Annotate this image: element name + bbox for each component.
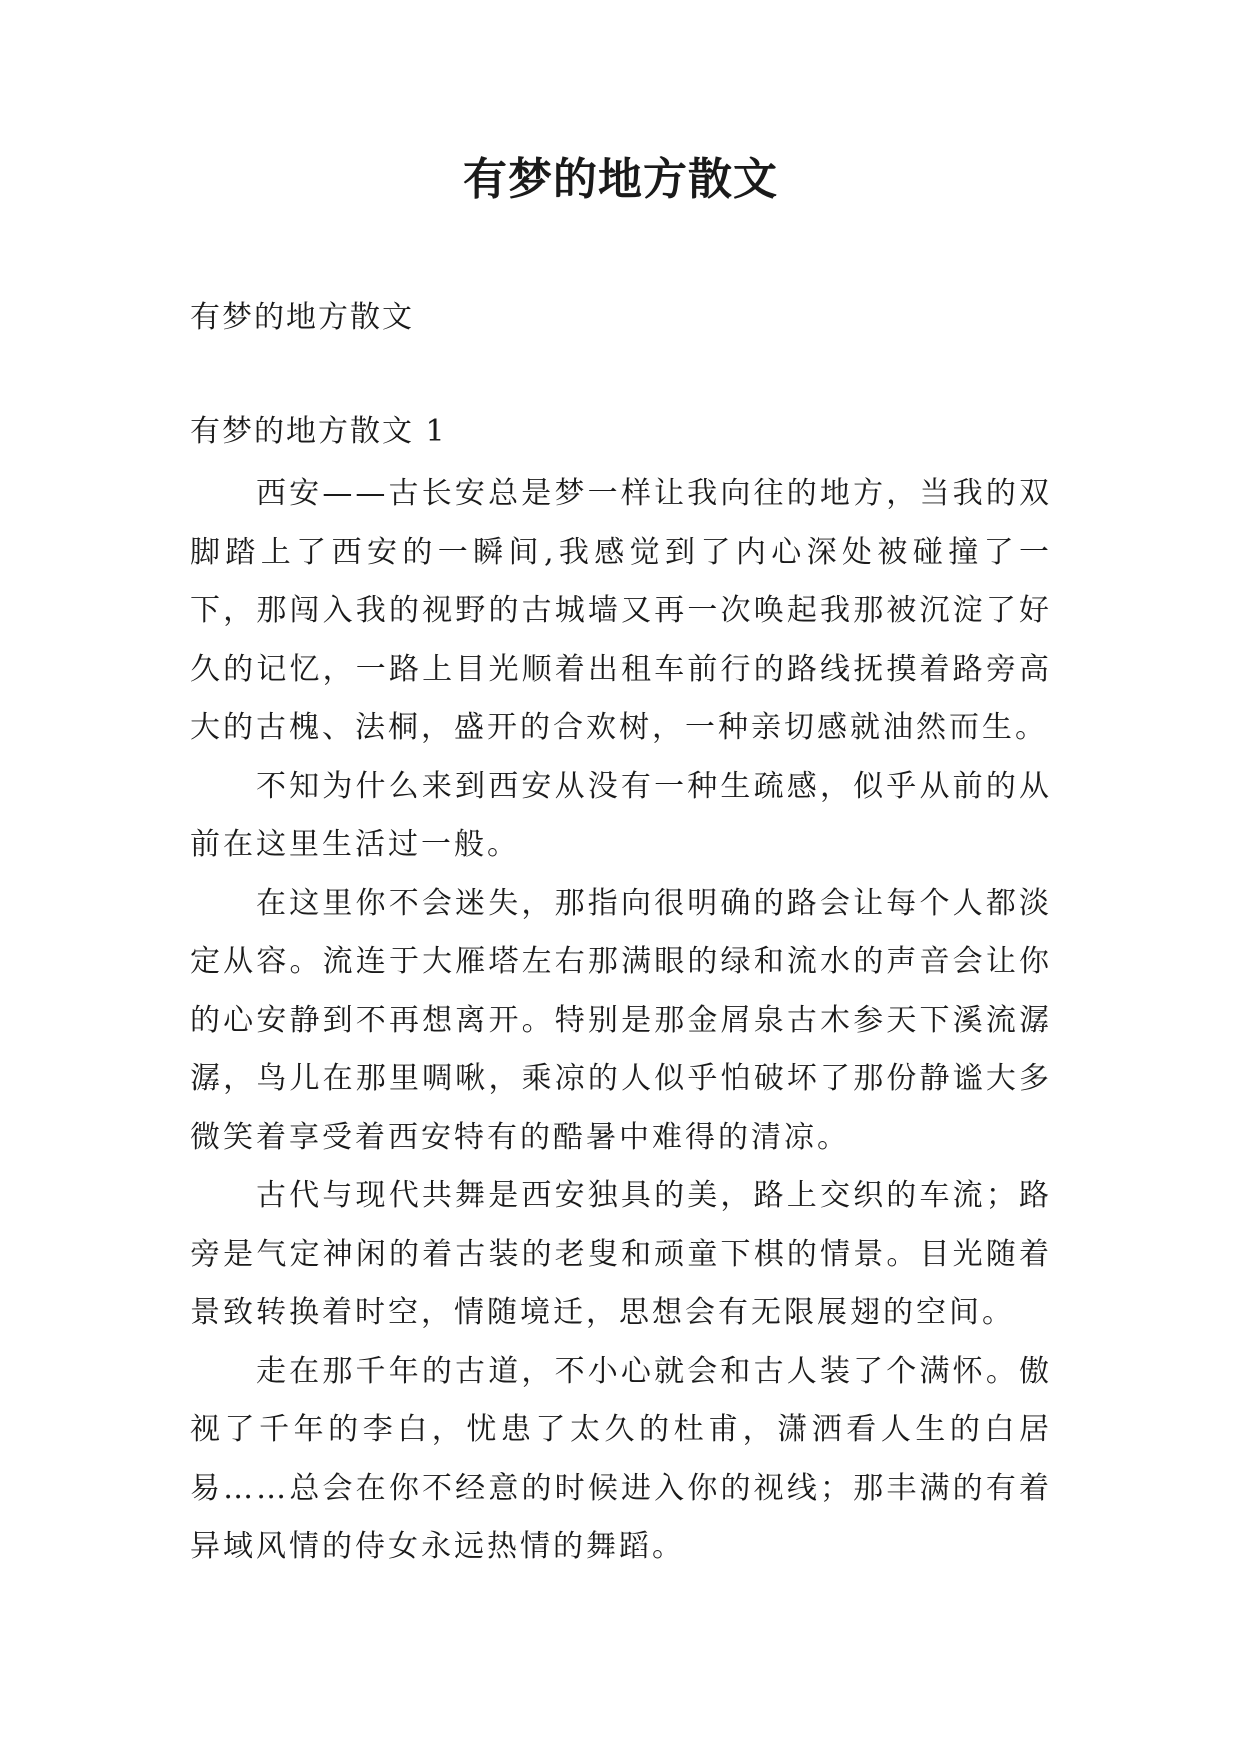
paragraph: 走在那千年的古道，不小心就会和古人装了个满怀。傲视了千年的李白，忧患了太久的杜甫，潇洒看人生的白居易……总会在你不经意的时候进入你的视线；那丰满的有着异域风情的侍女永远热情的舞蹈。	[190, 1353, 1052, 1564]
paragraph: 不知为什么来到西安从没有一种生疏感，似乎从前的从前在这里生活过一般。	[190, 768, 1052, 862]
paragraph: 古代与现代共舞是西安独具的美，路上交织的车流；路旁是气定神闲的着古装的老叟和顽童下棋的情景。目光随着景致转换着时空，情随境迁，思想会有无限展翅的空间。	[190, 1178, 1052, 1330]
paragraph: 在这里你不会迷失，那指向很明确的路会让每个人都淡定从容。流连于大雁塔左右那满眼的绿和流水的声音会让你的心安静到不再想离开。特别是那金屑泉古木参天下溪流潺潺，鸟儿在那里啁啾，乘凉的人似乎怕破坏了那份静谧大多微笑着享受着西安特有的酷暑中难得的清凉。	[190, 885, 1052, 1155]
document-title: 有梦的地方散文	[463, 154, 778, 205]
paragraph: 西安——古长安总是梦一样让我向往的地方，当我的双脚踏上了西安的一瞬间,我感觉到了内心深处被碰撞了一下，那闯入我的视野的古城墙又再一次唤起我那被沉淀了好久的记忆，一路上目光顺着出租车前行的路线抚摸着路旁高大的古槐、法桐，盛开的合欢树，一种亲切感就油然而生。	[190, 476, 1052, 745]
document-body	[190, 465, 1052, 1577]
document-subtitle: 有梦的地方散文	[190, 300, 414, 335]
section-heading: 有梦的地方散文 1	[190, 414, 447, 449]
